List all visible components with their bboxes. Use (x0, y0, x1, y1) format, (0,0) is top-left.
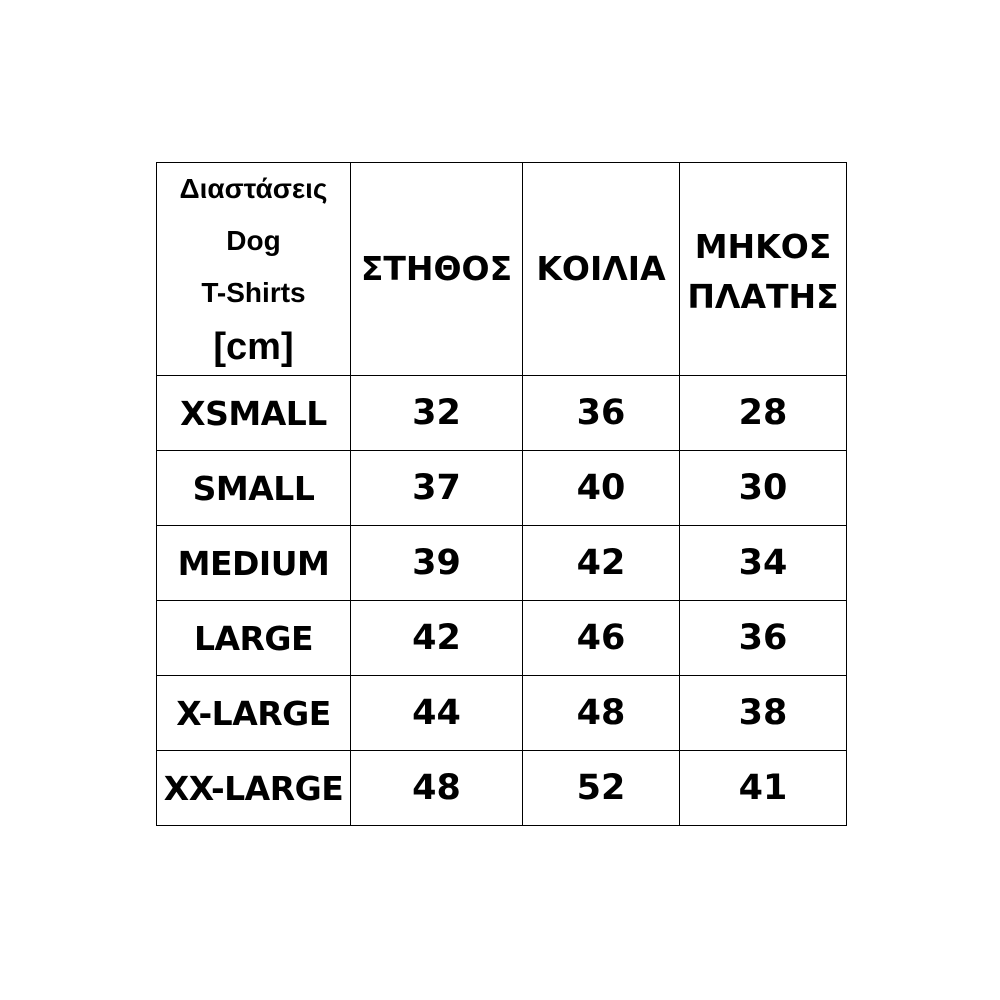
corner-title-line-2: Dog (226, 225, 281, 256)
value-cell-chest: 42 (351, 601, 523, 676)
table-row (157, 376, 847, 451)
value-cell-belly: 52 (523, 751, 680, 826)
table-row (157, 676, 847, 751)
table-row (157, 526, 847, 601)
size-label-cell: SMALL (157, 451, 351, 526)
corner-title-line-1: Διαστάσεις (179, 173, 328, 204)
value-cell-back-length: 38 (680, 676, 847, 751)
value-cell-chest: 39 (351, 526, 523, 601)
value-cell-chest: 37 (351, 451, 523, 526)
size-label-cell: LARGE (157, 601, 351, 676)
column-header-back-length: ΜΗΚΟΣ ΠΛΑΤΗΣ (680, 163, 847, 376)
size-label-cell: XX-LARGE (157, 751, 351, 826)
value-cell-chest: 44 (351, 676, 523, 751)
value-cell-back-length: 28 (680, 376, 847, 451)
value-cell-back-length: 34 (680, 526, 847, 601)
table-row (157, 601, 847, 676)
header-row (157, 163, 847, 376)
corner-header-cell (157, 163, 351, 376)
value-cell-chest: 32 (351, 376, 523, 451)
value-cell-belly: 48 (523, 676, 680, 751)
table-row (157, 751, 847, 826)
corner-title-line-3: T-Shirts (201, 277, 306, 308)
size-chart-table (156, 162, 847, 826)
column-header-chest: ΣΤΗΘΟΣ (351, 163, 523, 376)
value-cell-belly: 42 (523, 526, 680, 601)
value-cell-belly: 36 (523, 376, 680, 451)
value-cell-belly: 46 (523, 601, 680, 676)
value-cell-back-length: 41 (680, 751, 847, 826)
value-cell-back-length: 30 (680, 451, 847, 526)
size-label-cell: XSMALL (157, 376, 351, 451)
size-label-cell: X-LARGE (157, 676, 351, 751)
size-chart-body (157, 163, 847, 826)
corner-unit-label: [cm] (213, 326, 294, 368)
table-row (157, 451, 847, 526)
value-cell-belly: 40 (523, 451, 680, 526)
size-label-cell: MEDIUM (157, 526, 351, 601)
column-header-belly: ΚΟΙΛΙΑ (523, 163, 680, 376)
value-cell-back-length: 36 (680, 601, 847, 676)
value-cell-chest: 48 (351, 751, 523, 826)
